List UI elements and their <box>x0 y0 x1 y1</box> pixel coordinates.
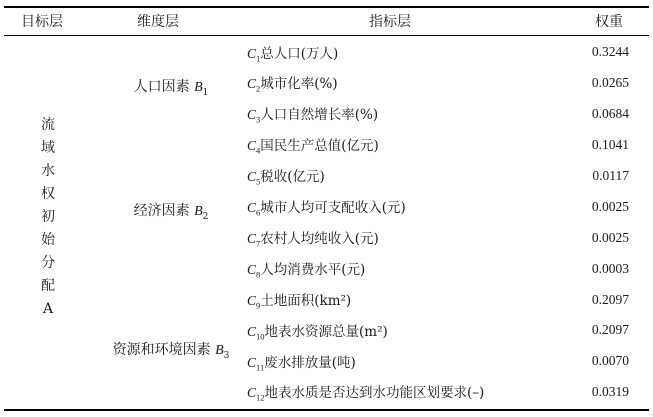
indicator-label: 土地面积(km²) <box>260 292 352 309</box>
table-header-rule <box>4 35 649 36</box>
table-row <box>0 284 653 315</box>
table-row <box>0 37 653 68</box>
indicator-cell: $C_{11}$废水排放量(吨) <box>247 354 356 373</box>
indicator-cell: $C_5$税收(亿元) <box>247 169 325 187</box>
table-row <box>0 377 653 408</box>
dimension-name: 经济因素 <box>133 203 190 219</box>
indicator-label: 人均消费水平(元) <box>260 261 366 278</box>
dimension-sub: 2 <box>202 211 209 222</box>
indicator-label: 地表水资源总量(m²) <box>264 323 388 340</box>
dimension-sub: 1 <box>202 87 209 98</box>
weight-cell: 0.0684 <box>591 106 629 122</box>
indicator-cell: $C_3$人口自然增长率(%) <box>247 107 379 126</box>
indicator-label: 城市化率(%) <box>260 76 338 93</box>
indicator-label: 总人口(万人) <box>260 45 339 62</box>
indicator-cell: $C_4$国民生产总值(亿元) <box>247 138 379 156</box>
header-target: 目标层 <box>21 13 63 30</box>
indicator-cell: $C_6$城市人均可支配收入(元) <box>247 200 406 218</box>
weight-cell: 0.3244 <box>591 44 629 60</box>
weight-cell: 0.0003 <box>591 260 629 276</box>
header-indicator: 指标层 <box>369 13 411 30</box>
indicator-label: 城市人均可支配收入(元) <box>260 200 406 217</box>
dimension-sub: 3 <box>223 350 230 361</box>
indicator-cell: $C_{10}$地表水资源总量(m²) <box>247 323 388 342</box>
table-row <box>0 191 653 222</box>
target-char: 始 <box>41 232 55 248</box>
weight-cell: 0.0117 <box>592 168 629 183</box>
weight-cell: 0.0070 <box>591 353 629 369</box>
target-char: 流 <box>41 117 55 133</box>
target-char: A <box>42 301 54 317</box>
table-row <box>0 253 653 284</box>
indicator-cell: $C_7$农村人均纯收入(元) <box>247 230 379 249</box>
indicator-rows <box>0 37 653 408</box>
weight-cell: 0.1041 <box>591 137 629 153</box>
indicator-label: 地表水质是否达到水功能区划要求(–) <box>264 385 485 402</box>
target-char: 权 <box>41 186 55 202</box>
weight-cell: 0.0025 <box>591 198 629 214</box>
table-row <box>0 161 653 192</box>
table-bottom-rule <box>4 409 649 411</box>
indicator-cell: $C_{12}$地表水质是否达到水功能区划要求(–) <box>247 385 485 404</box>
indicator-cell: $C_1$总人口(万人) <box>247 45 339 64</box>
dimension-code: B <box>215 343 224 358</box>
target-char: 分 <box>41 255 55 271</box>
indicator-cell: $C_9$土地面积(km²) <box>247 292 352 311</box>
indicator-label: 税收(亿元) <box>260 169 325 186</box>
header-weight: 权重 <box>595 13 623 30</box>
indicator-cell: $C_8$人均消费水平(元) <box>247 261 366 280</box>
dimension-code: B <box>194 204 203 219</box>
indicator-cell: $C_2$城市化率(%) <box>247 76 338 95</box>
target-char: 配 <box>41 278 55 294</box>
table-row <box>0 346 653 377</box>
weight-cell: 0.2097 <box>591 322 629 338</box>
target-char: 初 <box>41 209 55 225</box>
dimension-code: B <box>194 80 203 95</box>
header-dimension: 维度层 <box>137 13 179 30</box>
weight-cell: 0.2097 <box>591 291 629 307</box>
table-row <box>0 222 653 253</box>
target-char: 域 <box>41 140 55 156</box>
weight-cell: 0.0025 <box>591 229 629 245</box>
indicator-label: 农村人均纯收入(元) <box>260 230 379 247</box>
target-char: 水 <box>41 163 55 179</box>
dimension-name: 资源和环境因素 <box>112 342 211 358</box>
indicator-label: 国民生产总值(亿元) <box>260 138 379 155</box>
indicator-label: 废水排放量(吨) <box>264 354 356 371</box>
table-row <box>0 68 653 99</box>
table-row <box>0 99 653 130</box>
weight-cell: 0.0265 <box>591 75 629 91</box>
table-row <box>0 315 653 346</box>
table-row <box>0 130 653 161</box>
indicator-label: 人口自然增长率(%) <box>260 107 379 124</box>
weight-cell: 0.0319 <box>591 384 629 400</box>
dimension-name: 人口因素 <box>133 79 190 95</box>
